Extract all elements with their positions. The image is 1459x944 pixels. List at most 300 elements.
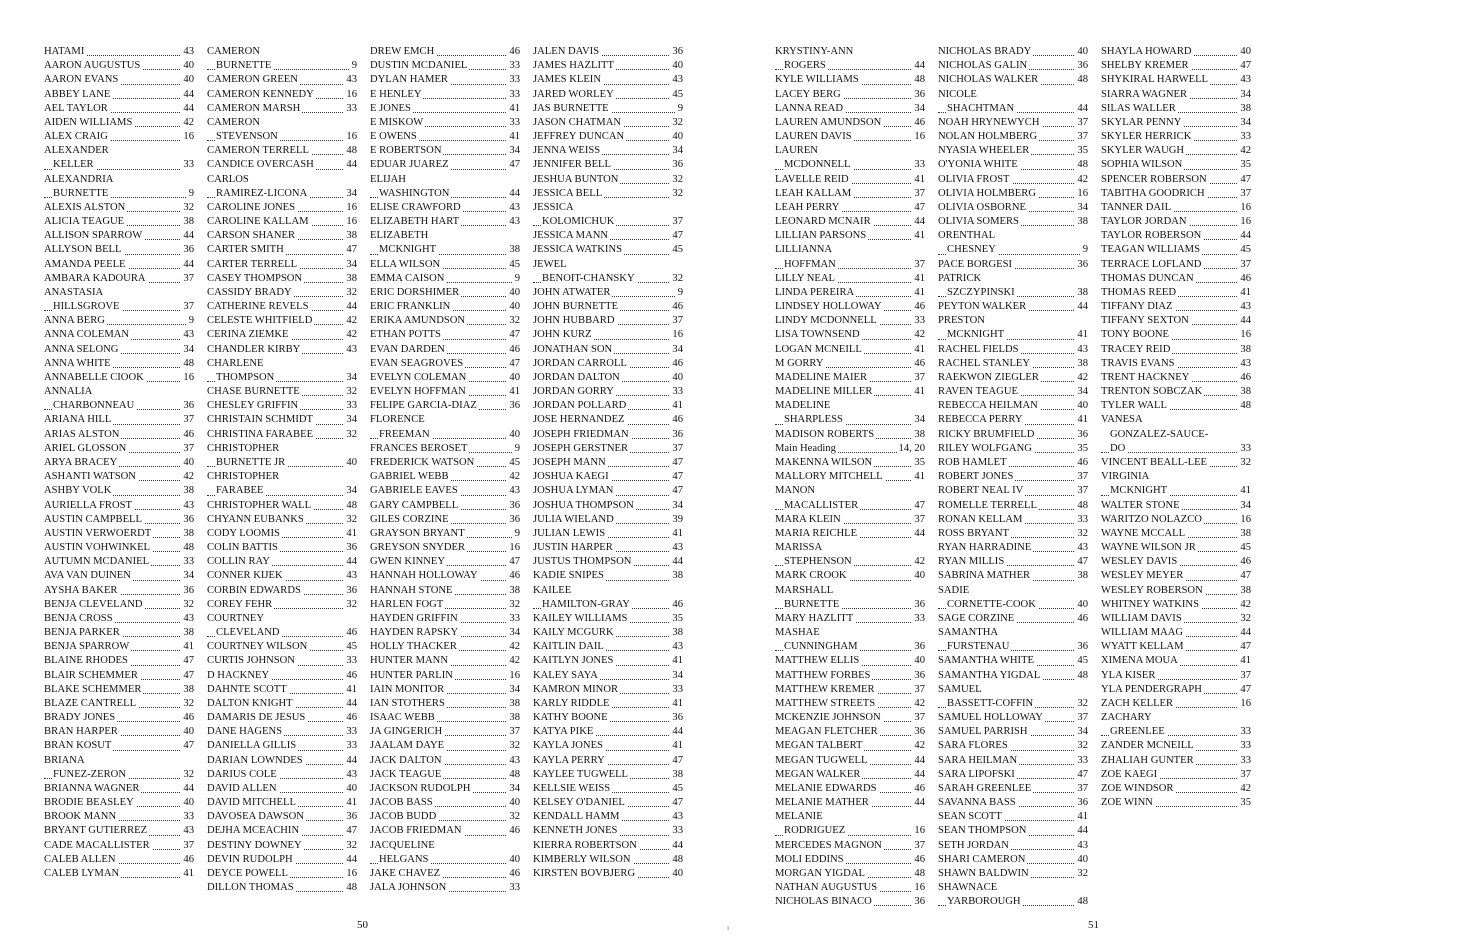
entry-page-ref: 45 xyxy=(507,456,520,470)
entry-page-ref: 38 xyxy=(507,243,520,257)
entry-name: COLIN BATTIS xyxy=(207,542,278,554)
entry-page-ref: 36 xyxy=(344,541,357,555)
index-entry xyxy=(44,612,194,626)
index-entry xyxy=(370,116,520,130)
index-entry xyxy=(44,229,194,243)
index-entry xyxy=(207,754,357,768)
index-entry xyxy=(207,413,357,427)
index-entry xyxy=(370,300,520,314)
entry-page-ref: 36 xyxy=(912,669,925,683)
entry-page-ref: 34 xyxy=(507,144,520,158)
entry-page-ref: 41 xyxy=(507,102,520,116)
entry-name: KADIE SNIPES xyxy=(533,570,604,582)
entry-name: LEAH KALLAM xyxy=(775,187,852,199)
entry-page-ref: 37 xyxy=(1075,130,1088,144)
entry-name: CHRISTAIN SCHMIDT xyxy=(207,414,313,426)
entry-name: LAUREN AMUNDSON xyxy=(775,116,882,128)
entry-page-ref: 33 xyxy=(1238,739,1251,753)
index-entry xyxy=(938,399,1088,413)
entry-name: ELIZABETH xyxy=(370,230,429,242)
entry-name-continued: MCKNIGHT xyxy=(947,329,1005,341)
entry-page-ref: 33 xyxy=(507,73,520,87)
index-entry xyxy=(44,314,194,328)
index-entry xyxy=(1101,173,1251,187)
entry-page-ref: 37 xyxy=(912,711,925,725)
entry-page-ref: 37 xyxy=(181,839,194,853)
index-entry xyxy=(938,371,1088,385)
index-entry xyxy=(775,867,925,881)
index-entry xyxy=(1101,796,1251,810)
index-entry xyxy=(775,881,925,895)
index-entry xyxy=(44,272,194,286)
entry-name: TRENTON SOBCZAK xyxy=(1101,386,1203,398)
entry-name: CONNER KIJEK xyxy=(207,570,283,582)
entry-name: RICKY BRUMFIELD xyxy=(938,428,1035,440)
entry-page-ref: 43 xyxy=(1075,839,1088,853)
entry-page-ref: 32 xyxy=(344,428,357,442)
entry-name: EDUAR JUAREZ xyxy=(370,159,449,171)
entry-name: SAMANTHA xyxy=(938,627,999,639)
entry-name: REBECCA HEILMAN xyxy=(938,400,1038,412)
entry-name: JONATHAN SON xyxy=(533,343,613,355)
entry-name: JOSEPH MANN xyxy=(533,456,606,468)
entry-page-ref: 32 xyxy=(507,314,520,328)
entry-page-ref: 34 xyxy=(507,782,520,796)
entry-page-ref: 46 xyxy=(912,116,925,130)
entry-name: COREY FEHR xyxy=(207,598,273,610)
entry-page-ref: 34 xyxy=(1075,385,1088,399)
entry-page-ref: 36 xyxy=(1075,640,1088,654)
entry-name: CARLOS xyxy=(207,173,249,185)
index-entry xyxy=(44,669,194,683)
entry-name: JOHN BURNETTE xyxy=(533,301,619,313)
index-entry xyxy=(44,456,194,470)
entry-page-ref: 45 xyxy=(670,782,683,796)
entry-name: ARIAS ALSTON xyxy=(44,428,120,440)
entry-name: SARA LIPOFSKI xyxy=(938,768,1015,780)
index-entry xyxy=(44,173,194,201)
entry-page-ref: 33 xyxy=(344,654,357,668)
entry-page-ref: 33 xyxy=(670,824,683,838)
entry-name: ALEXANDRIA xyxy=(44,173,114,185)
index-entry xyxy=(370,612,520,626)
index-entry xyxy=(938,73,1088,87)
index-entry xyxy=(44,598,194,612)
index-entry xyxy=(775,541,925,569)
entry-page-ref: 33 xyxy=(1075,513,1088,527)
index-entry xyxy=(1101,739,1251,753)
entry-page-ref: 45 xyxy=(1075,654,1088,668)
index-entry xyxy=(207,513,357,527)
entry-page-ref: 46 xyxy=(670,598,683,612)
entry-page-ref: 41 xyxy=(344,796,357,810)
index-entry xyxy=(938,484,1088,498)
index-entry xyxy=(775,385,925,399)
entry-page-ref: 40 xyxy=(507,371,520,385)
entry-page-ref: 48 xyxy=(344,144,357,158)
entry-name: BRYANT GUTIERREZ xyxy=(44,825,148,837)
index-entry xyxy=(1101,314,1251,328)
index-entry xyxy=(370,881,520,895)
index-entry xyxy=(44,640,194,654)
entry-page-ref: 36 xyxy=(1075,59,1088,73)
entry-name: JOSEPH FRIEDMAN xyxy=(533,428,629,440)
entry-name-continued: BURNETTE xyxy=(53,187,109,199)
entry-page-ref: 43 xyxy=(344,768,357,782)
entry-name: ZACHARY xyxy=(1101,712,1152,724)
index-entry xyxy=(1101,612,1251,626)
entry-name: ELISE CRAWFORD xyxy=(370,201,461,213)
entry-name: SILAS WALLER xyxy=(1101,102,1176,114)
entry-name: DREW EMCH xyxy=(370,46,435,57)
entry-name: AUTUMN MCDANIEL xyxy=(44,556,150,568)
index-entry xyxy=(938,173,1088,187)
entry-name: CERINA ZIEMKE xyxy=(207,329,289,341)
index-entry xyxy=(44,711,194,725)
entry-name-continued: FREEMAN xyxy=(379,428,430,440)
entry-page-ref: 34 xyxy=(670,144,683,158)
index-entry xyxy=(207,768,357,782)
index-entry xyxy=(775,484,925,512)
entry-page-ref: 44 xyxy=(912,768,925,782)
entry-page-ref: 37 xyxy=(912,683,925,697)
entry-name-continued: BENOIT-CHANSKY xyxy=(542,272,635,284)
entry-name: MOLI EDDINS xyxy=(775,853,844,865)
entry-page-ref: 38 xyxy=(1075,215,1088,229)
entry-name-continued: MCDONNELL xyxy=(784,159,851,171)
index-entry xyxy=(775,272,925,286)
entry-page-ref: 42 xyxy=(912,555,925,569)
entry-name: LEAH PERRY xyxy=(775,201,840,213)
entry-page-ref: 40 xyxy=(507,853,520,867)
entry-name: KAILY MCGURK xyxy=(533,627,614,639)
entry-name: HAYDEN RAPSKY xyxy=(370,627,459,639)
index-entry xyxy=(938,626,1088,654)
entry-name: PACE BORGESI xyxy=(938,258,1013,270)
entry-page-ref: 41 xyxy=(344,683,357,697)
entry-name: CAMERON xyxy=(207,116,260,128)
entry-page-ref: 46 xyxy=(181,428,194,442)
entry-name: KIMBERLY WILSON xyxy=(533,853,631,865)
entry-name: GRAYSON BRYANT xyxy=(370,527,465,539)
entry-page-ref: 16 xyxy=(912,881,925,895)
entry-page-ref: 37 xyxy=(507,725,520,739)
index-entry xyxy=(370,73,520,87)
entry-page-ref: 37 xyxy=(181,413,194,427)
index-entry xyxy=(1101,343,1251,357)
entry-page-ref: 40 xyxy=(912,654,925,668)
index-entry xyxy=(370,725,520,739)
entry-page-ref: 40 xyxy=(507,286,520,300)
entry-name: HUNTER MANN xyxy=(370,655,448,667)
entry-name: JUSTIN HARPER xyxy=(533,542,613,554)
index-entry xyxy=(533,300,683,314)
entry-name: NICHOLAS BRADY xyxy=(938,46,1032,57)
entry-page-ref: 32 xyxy=(670,116,683,130)
entry-name: LINDY MCDONNELL xyxy=(775,315,877,327)
entry-name: SKYLER HERRICK xyxy=(1101,131,1192,143)
entry-name: CHRISTOPHER xyxy=(207,442,280,454)
entry-name: JASON CHATMAN xyxy=(533,116,621,128)
entry-name: MARIA REICHLE xyxy=(775,527,858,539)
entry-page-ref: 34 xyxy=(344,258,357,272)
entry-name: OLIVIA FROST xyxy=(938,173,1010,185)
entry-page-ref: 38 xyxy=(1238,584,1251,598)
entry-page-ref: 44 xyxy=(912,754,925,768)
index-entry xyxy=(370,59,520,73)
entry-page-ref: 43 xyxy=(181,824,194,838)
entry-page-ref: 42 xyxy=(912,697,925,711)
index-entry xyxy=(938,470,1088,484)
entry-page-ref: 32 xyxy=(181,598,194,612)
index-entry xyxy=(370,88,520,102)
index-entry xyxy=(533,229,683,243)
entry-name: NICOLE xyxy=(938,88,977,100)
entry-name-continued: HOFFMAN xyxy=(784,258,836,270)
entry-page-ref: 44 xyxy=(181,229,194,243)
index-entry xyxy=(207,796,357,810)
entry-page-ref: 38 xyxy=(181,215,194,229)
index-entry xyxy=(775,116,925,130)
entry-name: SAMUEL PARRISH xyxy=(938,726,1028,738)
index-entry xyxy=(938,555,1088,569)
entry-name: CADE MACALLISTER xyxy=(44,839,150,851)
entry-page-ref: 35 xyxy=(670,612,683,626)
index-entry xyxy=(1101,243,1251,257)
entry-name: ROMELLE TERRELL xyxy=(938,499,1037,511)
index-entry xyxy=(370,824,520,838)
entry-page-ref: 44 xyxy=(1075,102,1088,116)
index-entry xyxy=(44,739,194,753)
entry-name: E OWENS xyxy=(370,131,417,143)
entry-name: SEAN SCOTT xyxy=(938,811,1002,823)
entry-name: ANNA WHITE xyxy=(44,357,111,369)
entry-name: HUNTER PARLIN xyxy=(370,669,453,681)
index-entry xyxy=(207,229,357,243)
entry-name: JOSHUA KAEGI xyxy=(533,471,609,483)
index-entry xyxy=(775,612,925,626)
entry-page-ref: 47 xyxy=(344,243,357,257)
index-entry xyxy=(207,584,357,598)
index-entry xyxy=(44,754,194,782)
entry-name: M GORRY xyxy=(775,357,824,369)
entry-name-continued: KOLOMICHUK xyxy=(542,216,615,228)
entry-page-ref: 45 xyxy=(670,243,683,257)
index-entry xyxy=(370,258,520,272)
index-entry xyxy=(1101,130,1251,144)
entry-name: TRENT HACKNEY xyxy=(1101,371,1190,383)
entry-name: EVELYN COLEMAN xyxy=(370,371,467,383)
index-entry xyxy=(44,555,194,569)
index-entry xyxy=(1101,272,1251,286)
entry-name: SAGE CORZINE xyxy=(938,612,1015,624)
entry-page-ref: 44 xyxy=(1238,626,1251,640)
index-entry xyxy=(207,527,357,541)
entry-page-ref: 38 xyxy=(344,229,357,243)
index-entry xyxy=(533,59,683,73)
entry-name-continued: HELGANS xyxy=(379,853,429,865)
entry-page-ref: 32 xyxy=(507,598,520,612)
entry-name: ZANDER MCNEILL xyxy=(1101,740,1194,752)
index-entry xyxy=(775,399,925,427)
index-entry xyxy=(533,739,683,753)
index-entry xyxy=(1101,598,1251,612)
index-entry xyxy=(370,385,520,399)
index-entry xyxy=(938,187,1088,201)
index-entry xyxy=(775,456,925,470)
entry-page-ref: 38 xyxy=(1075,357,1088,371)
entry-page-ref: 46 xyxy=(507,569,520,583)
index-entry xyxy=(775,328,925,342)
index-entry xyxy=(1101,116,1251,130)
index-entry xyxy=(207,272,357,286)
index-entry xyxy=(938,754,1088,768)
entry-page-ref: 36 xyxy=(670,711,683,725)
entry-name: CURTIS JOHNSON xyxy=(207,655,295,667)
entry-name: DEJHA MCEACHIN xyxy=(207,825,300,837)
entry-page-ref: 41 xyxy=(1238,654,1251,668)
entry-name: OLIVIA SOMERS xyxy=(938,216,1019,228)
index-entry xyxy=(207,470,357,498)
entry-page-ref: 48 xyxy=(181,541,194,555)
entry-page-ref: 38 xyxy=(507,711,520,725)
index-entry xyxy=(533,569,683,583)
entry-page-ref: 37 xyxy=(1075,116,1088,130)
index-entry xyxy=(533,768,683,782)
entry-page-ref: 42 xyxy=(1075,173,1088,187)
entry-name: KAMRON MINOR xyxy=(533,683,619,695)
entry-name: BRADY JONES xyxy=(44,712,116,724)
index-entry xyxy=(44,73,194,87)
entry-page-ref: 48 xyxy=(1075,669,1088,683)
entry-name: JOSEPH GERSTNER xyxy=(533,442,629,454)
entry-page-ref: 46 xyxy=(181,853,194,867)
entry-name: EVELYN HOFFMAN xyxy=(370,386,466,398)
index-entry xyxy=(207,725,357,739)
index-entry xyxy=(370,782,520,796)
index-entry xyxy=(775,88,925,102)
entry-name: DANIELLA GILLIS xyxy=(207,740,297,752)
entry-name: JOSE HERNANDEZ xyxy=(533,414,625,426)
index-entry xyxy=(44,513,194,527)
index-entry xyxy=(370,229,520,257)
entry-page-ref: 41 xyxy=(507,385,520,399)
index-entry xyxy=(775,428,925,442)
index-entry xyxy=(370,640,520,654)
entry-name: JORDAN CARROLL xyxy=(533,357,627,369)
index-entry xyxy=(370,754,520,768)
entry-page-ref: 34 xyxy=(670,343,683,357)
index-entry xyxy=(938,272,1088,300)
index-entry xyxy=(533,201,683,229)
entry-name: SARAH GREENLEE xyxy=(938,782,1032,794)
entry-name: CATHERINE REVELS xyxy=(207,301,309,313)
entry-name: MATTHEW KREMER xyxy=(775,683,875,695)
index-entry xyxy=(1101,768,1251,782)
index-entry xyxy=(533,555,683,569)
index-entry xyxy=(938,144,1088,158)
entry-page-ref: 44 xyxy=(181,102,194,116)
entry-name: JALA JOHNSON xyxy=(370,882,447,894)
entry-page-ref: 44 xyxy=(344,555,357,569)
entry-page-ref: 16 xyxy=(181,371,194,385)
entry-page-ref: 33 xyxy=(181,158,194,172)
entry-name: FRANCES BEROSET xyxy=(370,442,468,454)
entry-page-ref: 36 xyxy=(181,513,194,527)
entry-name: DUSTIN MCDANIEL xyxy=(370,60,468,72)
index-entry xyxy=(370,598,520,612)
entry-name: ABBEY LANE xyxy=(44,88,111,100)
entry-page-ref: 33 xyxy=(507,59,520,73)
index-entry xyxy=(938,796,1088,810)
entry-page-ref: 46 xyxy=(507,343,520,357)
index-column xyxy=(775,45,925,909)
entry-name: WHITNEY WATKINS xyxy=(1101,598,1199,610)
entry-name: SEAN THOMPSON xyxy=(938,825,1027,837)
entry-name: JACOB BASS xyxy=(370,797,433,809)
entry-name: JAMES HAZLITT xyxy=(533,60,614,72)
entry-page-ref: 33 xyxy=(1075,754,1088,768)
index-entry xyxy=(1101,754,1251,768)
entry-page-ref: 41 xyxy=(912,385,925,399)
entry-name: TIFFANY SEXTON xyxy=(1101,315,1189,327)
entry-name: MELANIE EDWARDS xyxy=(775,782,877,794)
entry-page-ref: 47 xyxy=(181,739,194,753)
entry-page-ref: 32 xyxy=(181,697,194,711)
entry-name: COURTNEY xyxy=(207,612,265,624)
entry-name: SAMUEL xyxy=(938,683,982,695)
index-entry xyxy=(370,654,520,668)
index-entry xyxy=(207,739,357,753)
entry-page-ref: 33 xyxy=(1238,725,1251,739)
entry-name-continued: SHARPLESS xyxy=(784,414,843,426)
entry-name: BLAIR SCHEMMER xyxy=(44,669,138,681)
entry-name: DEVIN RUDOLPH xyxy=(207,853,293,865)
entry-page-ref: 33 xyxy=(670,385,683,399)
index-entry xyxy=(533,258,683,286)
entry-page-ref: 42 xyxy=(912,328,925,342)
index-column xyxy=(533,45,683,881)
index-entry xyxy=(44,839,194,853)
entry-page-ref: 45 xyxy=(507,258,520,272)
entry-name: SHYKIRAL HARWELL xyxy=(1101,74,1209,86)
entry-name: JEFFREY DUNCAN xyxy=(533,131,625,143)
entry-name: JULIA WIELAND xyxy=(533,513,614,525)
entry-name: DARIAN LOWNDES xyxy=(207,754,303,766)
entry-name: IAN STOTHERS xyxy=(370,697,445,709)
index-entry xyxy=(207,612,357,640)
entry-page-ref: 39 xyxy=(670,513,683,527)
entry-page-ref: 46 xyxy=(912,357,925,371)
index-entry xyxy=(44,853,194,867)
entry-name: E ROBERTSON xyxy=(370,145,442,157)
entry-name: MATTHEW STREETS xyxy=(775,697,876,709)
entry-name: E HENLEY xyxy=(370,88,422,100)
entry-name: LILLIAN PARSONS xyxy=(775,230,867,242)
index-entry xyxy=(44,824,194,838)
index-entry xyxy=(370,867,520,881)
entry-name: NOLAN HOLMBERG xyxy=(938,131,1038,143)
entry-page-ref: 34 xyxy=(181,343,194,357)
index-entry xyxy=(1101,626,1251,640)
entry-name: MADISON ROBERTS xyxy=(775,428,875,440)
entry-name: SARA FLORES xyxy=(938,740,1008,752)
entry-name: BRAN KOSUT xyxy=(44,740,112,752)
entry-page-ref: 43 xyxy=(507,754,520,768)
index-entry xyxy=(938,881,1088,909)
entry-name: SKYLAR PENNY xyxy=(1101,116,1182,128)
entry-name: RYAN HARRADINE xyxy=(938,542,1032,554)
